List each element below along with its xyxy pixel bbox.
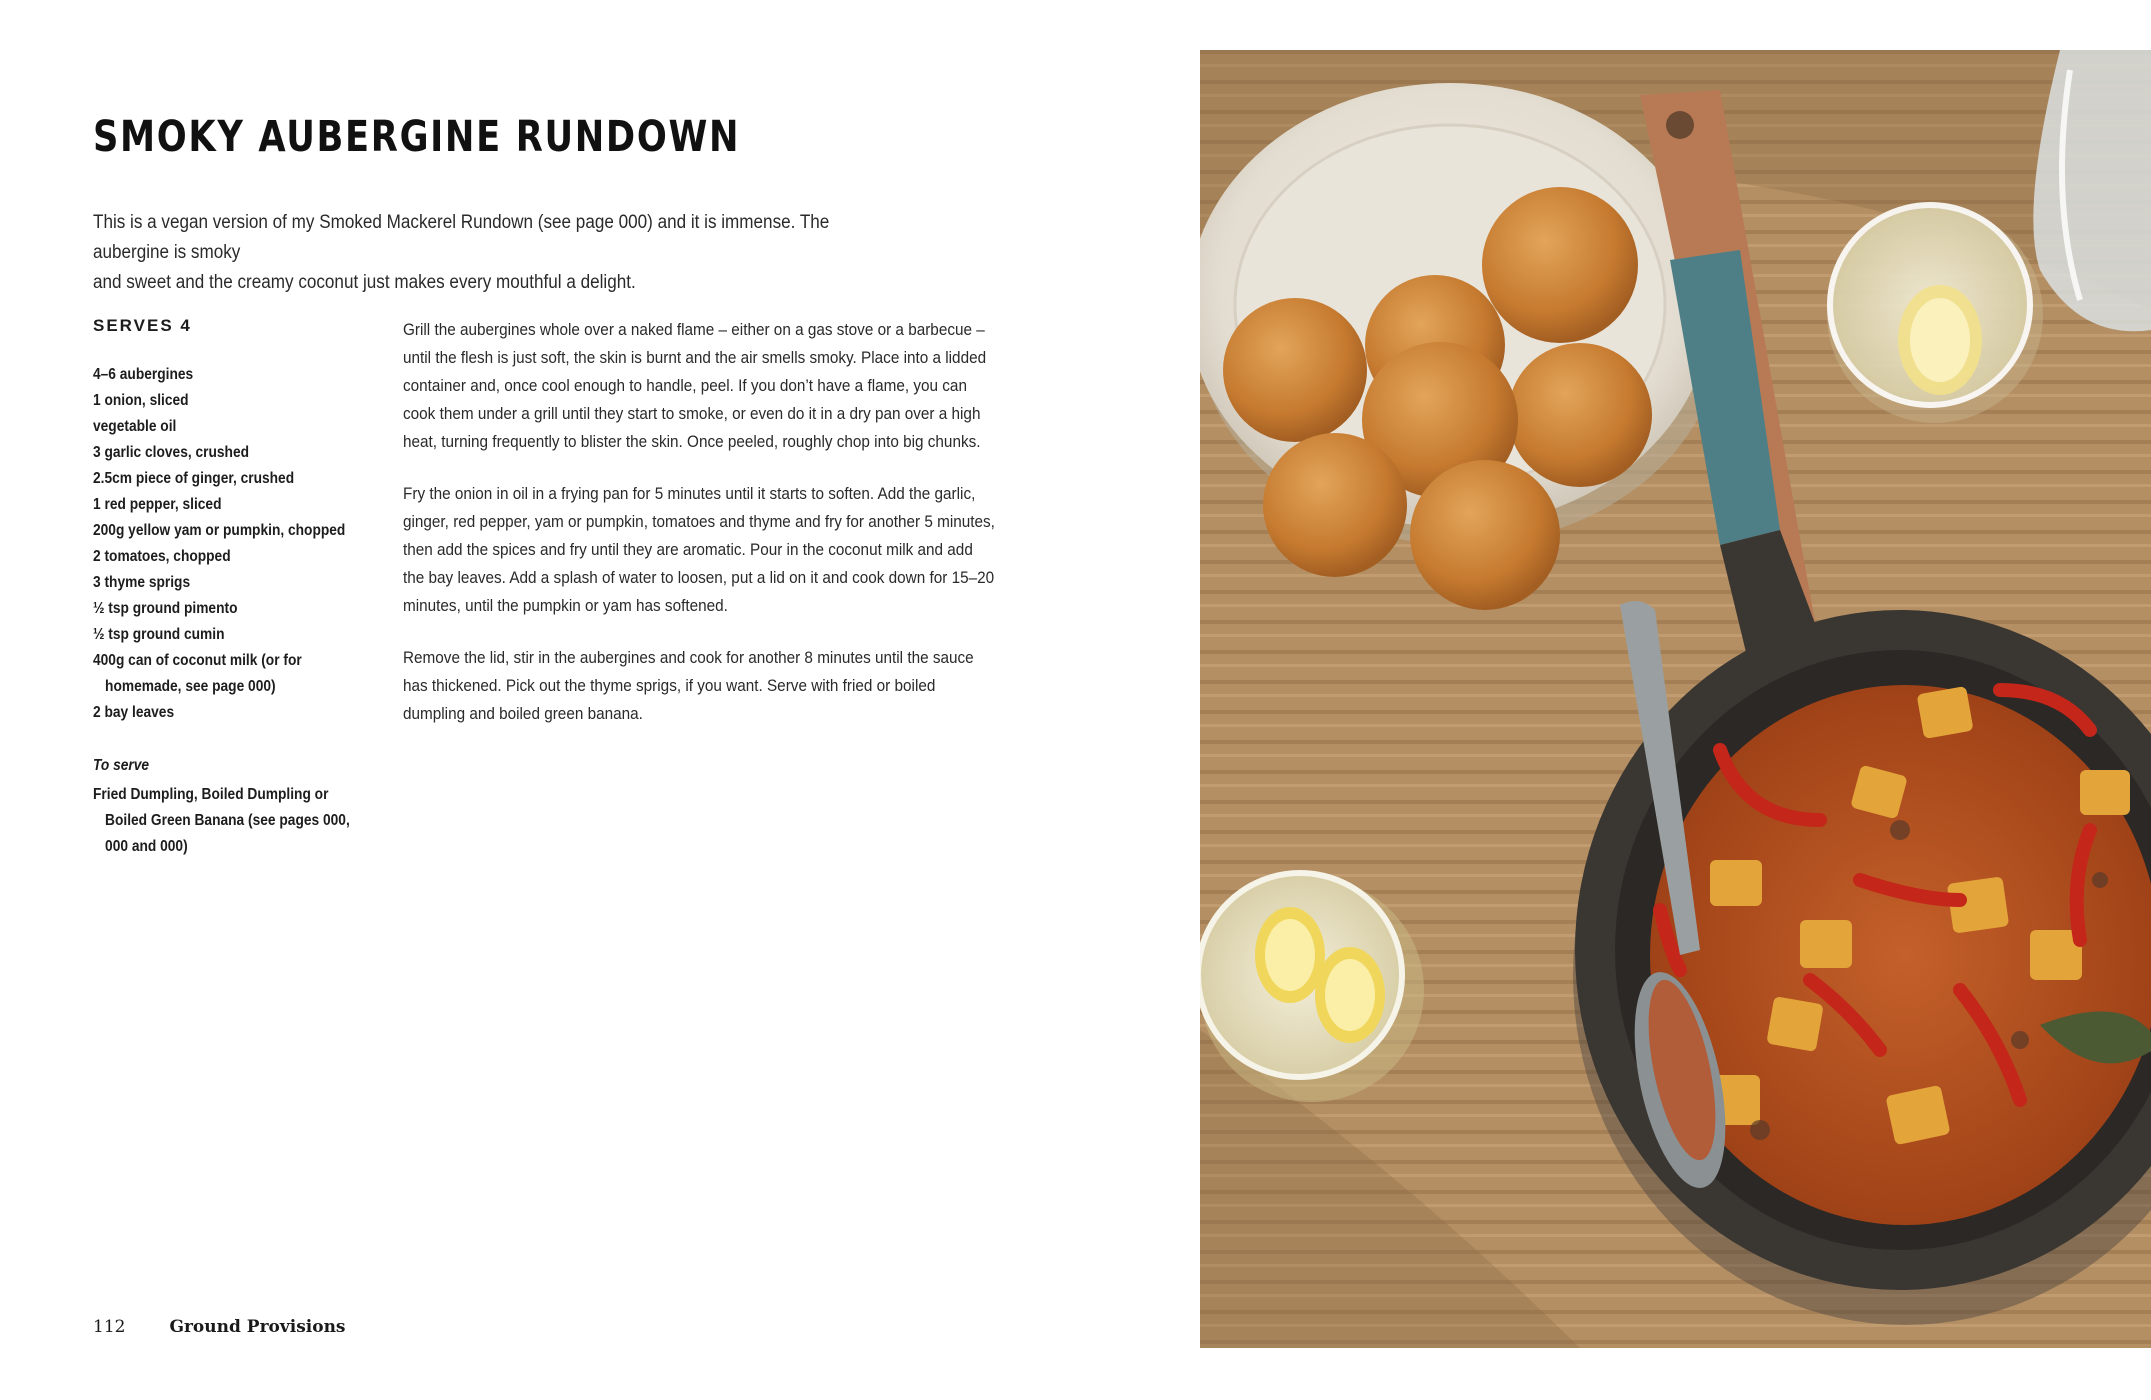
ingredient-list	[93, 362, 355, 726]
ingredient-item: 2.5cm piece of ginger, crushed	[93, 470, 295, 487]
ingredient-item: ½ tsp ground cumin	[93, 626, 225, 643]
ingredient-item: 200g yellow yam or pumpkin, chopped	[93, 522, 346, 539]
ingredient-item: 3 thyme sprigs	[93, 574, 191, 591]
to-serve-text: Fried Dumpling, Boiled Dumpling or Boiled Green Banana (see pages 000, 000 and 000)	[93, 786, 350, 855]
ingredient-item: 400g can of coconut milk (or for homemade, see page 000)	[93, 652, 302, 695]
ingredient-item: 3 garlic cloves, crushed	[93, 444, 250, 461]
recipe-intro	[93, 208, 903, 298]
food-photo-illustration	[1200, 50, 2151, 1348]
ingredient-item: vegetable oil	[93, 418, 177, 435]
food-photo	[1200, 50, 2151, 1348]
page-number: 112	[93, 1317, 126, 1337]
method-step: Grill the aubergines whole over a naked flame – either on a gas stove or a barbecue – until the flesh is just soft, the skin is burnt and the air smells smoky. Place into a lidded container and, once cool enough to handle, peel. If you don’t have a flame, you can cook them under a grill until they start to smoke, or even do it in a dry pan over a high heat, turning frequently to blister the skin. Once peeled, roughly chop into big chunks.	[403, 320, 987, 451]
to-serve-label: To serve	[93, 757, 150, 774]
serves-label: SERVES 4	[93, 316, 192, 335]
intro-line: This is a vegan version of my Smoked Mackerel Rundown (see page 000) and it is immense. The aubergine is smoky	[93, 212, 830, 263]
method-step: Fry the onion in oil in a frying pan for 5 minutes until it starts to soften. Add the garlic, ginger, red pepper, yam or pumpkin, tomatoes and thyme and fry for another 5 minutes, then add the spices and fry until they are aromatic. Pour in the coconut milk and add the bay leaves. Add a splash of water to loosen, put a lid on it and cook down for 15–20 minutes, until the pumpkin or yam has softened.	[403, 484, 995, 615]
ingredient-item: ½ tsp ground pimento	[93, 600, 238, 617]
ingredient-item: 2 tomatoes, chopped	[93, 548, 231, 565]
ingredient-item: 2 bay leaves	[93, 704, 175, 721]
page-footer	[93, 1317, 346, 1337]
section-name: Ground Provisions	[169, 1317, 346, 1337]
method	[403, 316, 997, 752]
ingredient-item: 1 red pepper, sliced	[93, 496, 222, 513]
ingredient-item: 4–6 aubergines	[93, 366, 194, 383]
method-step: Remove the lid, stir in the aubergines and cook for another 8 minutes until the sauce has thickened. Pick out the thyme sprigs, if you want. Serve with fried or boiled dumpling and boiled green banana.	[403, 648, 974, 723]
recipe-title: SMOKY AUBERGINE RUNDOWN	[93, 112, 741, 162]
intro-line: and sweet and the creamy coconut just makes every mouthful a delight.	[93, 272, 636, 293]
ingredient-item: 1 onion, sliced	[93, 392, 189, 409]
